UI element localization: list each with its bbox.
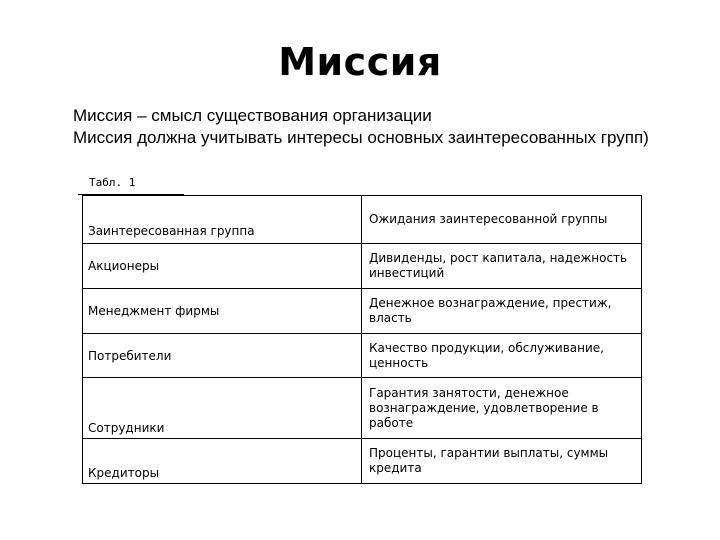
table-row [83, 378, 642, 439]
table-row [83, 289, 642, 334]
body-line-mission-interests: Миссия должна учитывать интересы основных заинтересованных групп) [73, 128, 649, 147]
table-cell-group: Акционеры [83, 244, 362, 289]
table-row [83, 334, 642, 378]
table-cell-expectation: Дивиденды, рост капитала, надежность инвестиций [362, 244, 642, 289]
table-cell-expectation: Ожидания заинтересованной группы [362, 196, 642, 244]
table-row [83, 244, 642, 289]
body-text [73, 105, 649, 149]
table-cell-expectation: Гарантия занятости, денежное вознаграждение, удовлетворение в работе [362, 378, 642, 439]
table-caption: Табл. 1 [89, 176, 136, 189]
table-row [83, 439, 642, 484]
table-cell-group: Сотрудники [83, 378, 362, 439]
table-cell-expectation: Денежное вознаграждение, престиж, власть [362, 289, 642, 334]
table-cell-group: Кредиторы [83, 439, 362, 484]
table-cell-group: Менеджмент фирмы [83, 289, 362, 334]
stakeholder-table [82, 195, 642, 484]
table-header-row [83, 196, 642, 244]
table-cell-group: Заинтересованная группа [83, 196, 362, 244]
table-cell-group: Потребители [83, 334, 362, 378]
slide-title: Миссия [278, 40, 442, 84]
table-cell-expectation: Проценты, гарантии выплаты, суммы кредита [362, 439, 642, 484]
body-line-mission-meaning: Миссия – смысл существования организации [73, 106, 432, 125]
table-cell-expectation: Качество продукции, обслуживание, ценность [362, 334, 642, 378]
